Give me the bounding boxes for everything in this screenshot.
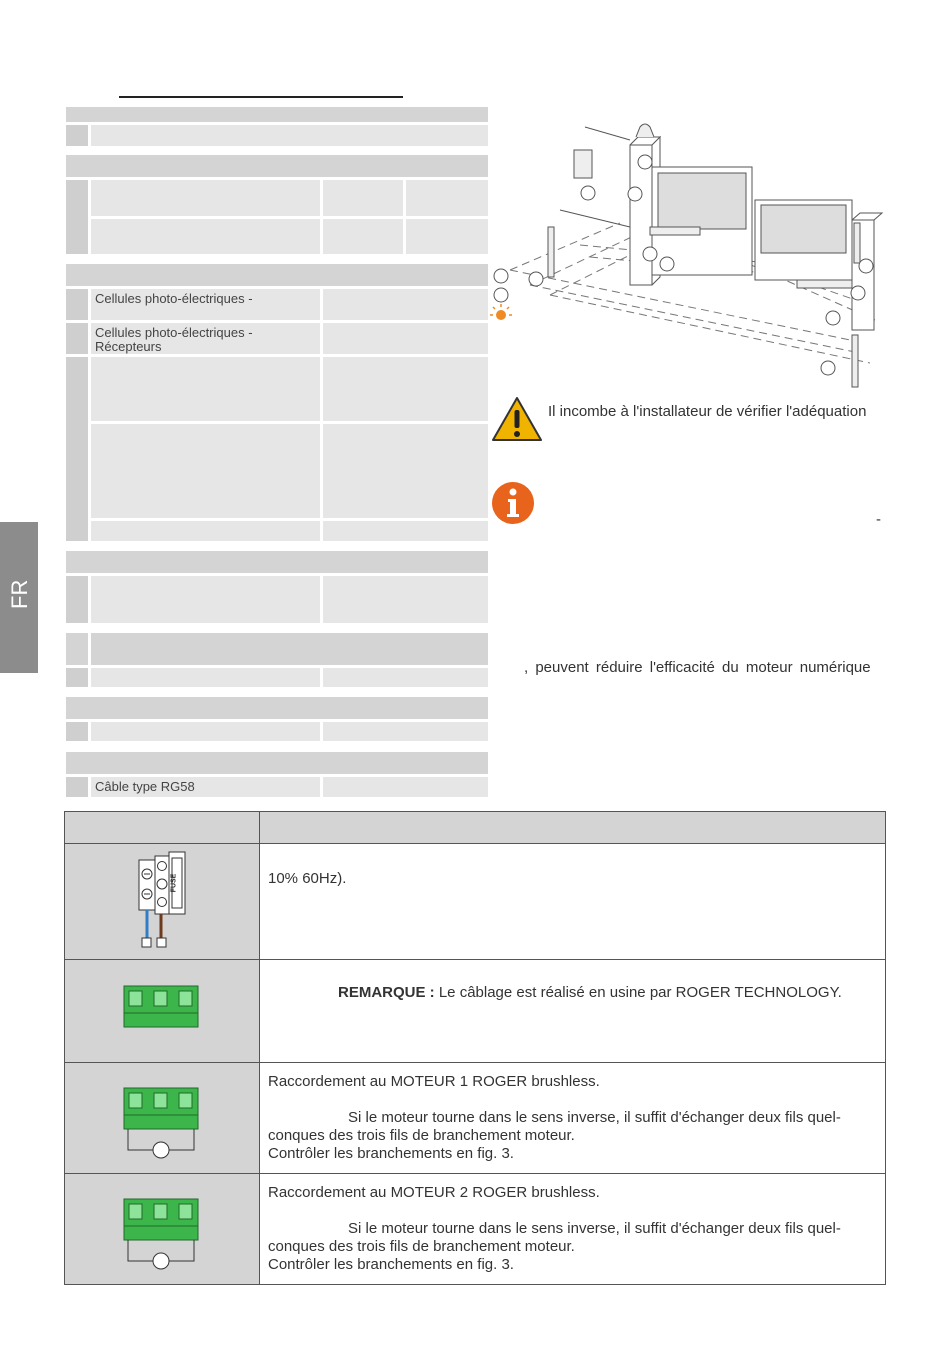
terminal-cell — [65, 1063, 260, 1174]
photocells-receivers-cell: Cellules photo-électriques - Récepteurs — [91, 323, 320, 354]
lamp-icon — [490, 304, 512, 320]
motor2-check: Contrôler les branchements en fig. 3. — [268, 1256, 514, 1273]
table-cell — [91, 180, 320, 216]
green-terminal-icon — [123, 985, 199, 1029]
language-tab — [0, 522, 38, 673]
table-cell — [323, 357, 488, 421]
row-number — [66, 125, 88, 146]
language-label: FR — [7, 579, 32, 609]
table-cell — [323, 424, 488, 518]
terminal-cell — [65, 1174, 260, 1285]
fuse-terminal-icon — [137, 850, 189, 950]
motor1-check: Contrôler les branchements en fig. 3. — [268, 1145, 514, 1162]
table-cell — [323, 180, 403, 216]
warning-icon — [491, 396, 543, 442]
motor1-title: Raccordement au MOTEUR 1 ROGER brushless. — [268, 1073, 600, 1090]
table-cell — [406, 180, 488, 216]
table-cell — [323, 722, 488, 741]
row-number — [66, 576, 88, 623]
antenna-cable-cell: Câble type RG58 — [91, 777, 320, 797]
table-row — [65, 1174, 886, 1285]
info-dash: - — [876, 511, 881, 528]
table-header — [66, 633, 88, 665]
motor1-note: Si le moteur tourne dans le sens inverse, il suffit d'échanger deux fils quel- — [348, 1109, 841, 1126]
wiring-text-3 — [260, 1063, 886, 1174]
motor2-note: Si le moteur tourne dans le sens inverse, il suffit d'échanger deux fils quel- — [348, 1220, 841, 1237]
table-cell — [323, 219, 403, 254]
gate-installation-diagram — [490, 105, 890, 395]
table-header — [66, 107, 488, 122]
table-cell — [323, 521, 488, 541]
motor2-title: Raccordement au MOTEUR 2 ROGER brushless. — [268, 1184, 600, 1201]
row-number — [66, 323, 88, 354]
table-cell — [91, 125, 488, 146]
row-number — [66, 289, 88, 320]
table-cell — [323, 668, 488, 687]
row-number — [66, 357, 88, 541]
table-cell — [323, 777, 488, 797]
table-row — [65, 844, 886, 960]
table-header — [66, 752, 488, 774]
table-cell — [91, 357, 320, 421]
row-number — [66, 668, 88, 687]
table-cell — [91, 424, 320, 518]
wiring-text-2 — [260, 960, 886, 1063]
table-header — [66, 551, 488, 573]
table-cell — [323, 289, 488, 320]
table-cell — [406, 219, 488, 254]
remarque-label: REMARQUE : — [338, 984, 435, 1001]
row-number — [66, 777, 88, 797]
row-number — [66, 722, 88, 741]
table-header — [66, 264, 488, 286]
warning-text: Il incombe à l'installateur de vérifier l'adéquation — [548, 403, 867, 420]
table-row — [65, 1063, 886, 1174]
motor-terminal-icon — [123, 1087, 199, 1161]
wiring-table — [64, 811, 886, 1285]
row-number — [66, 180, 88, 254]
mains-text: 10% 60Hz). — [268, 870, 347, 887]
table-cell — [323, 576, 488, 623]
terminal-cell — [65, 960, 260, 1063]
table-header — [66, 155, 488, 177]
wiring-header-left — [65, 812, 260, 844]
table-cell — [91, 722, 320, 741]
table-header — [91, 633, 488, 665]
wiring-text-1 — [260, 844, 886, 960]
motor2-note-cont: conques des trois fils de branchement moteur. — [268, 1238, 575, 1255]
table-cell — [323, 323, 488, 354]
table-cell — [91, 521, 320, 541]
wiring-header-right — [260, 812, 886, 844]
table-row — [65, 960, 886, 1063]
efficiency-text: , peuvent réduire l'efficacité du moteur numérique — [524, 659, 871, 676]
fuse-label: FUSE — [170, 873, 178, 893]
table-cell — [91, 219, 320, 254]
motor1-note-cont: conques des trois fils de branchement moteur. — [268, 1127, 575, 1144]
photocells-transmitters-cell: Cellules photo-électriques - — [91, 289, 320, 320]
remarque-text: Le câblage est réalisé en usine par ROGER TECHNOLOGY. — [434, 984, 842, 1001]
table-header — [66, 697, 488, 719]
motor-terminal-icon — [123, 1198, 199, 1272]
terminal-cell — [65, 844, 260, 960]
wiring-text-4 — [260, 1174, 886, 1285]
title-underline — [119, 96, 403, 98]
table-cell — [91, 668, 320, 687]
table-cell — [91, 576, 320, 623]
info-icon — [491, 481, 535, 525]
